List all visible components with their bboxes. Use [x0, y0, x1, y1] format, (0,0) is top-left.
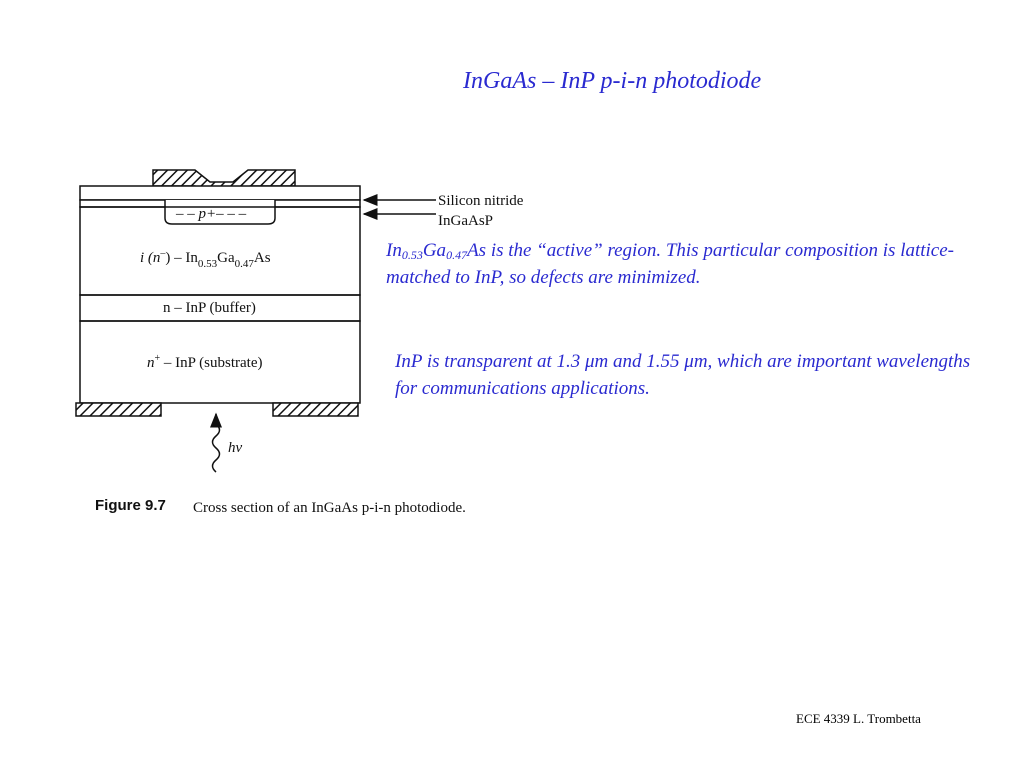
- ingaasp-label: InGaAsP: [438, 213, 493, 229]
- micron-unit-2: μm: [684, 351, 708, 372]
- figure-caption: Cross section of an InGaAs p-i-n photodiode.: [193, 500, 466, 516]
- ga-subscript: 0.47: [446, 248, 468, 262]
- silicon-nitride-label: Silicon nitride: [438, 193, 524, 209]
- bottom-contact-right: [273, 403, 358, 416]
- transparency-text-1: InP is transparent at 1.3: [395, 351, 586, 372]
- in-symbol: In: [386, 240, 402, 261]
- p-plus-label: – – p+– – –: [176, 206, 247, 222]
- substrate-layer-label: n+ – InP (substrate): [147, 353, 263, 371]
- figure-number: Figure 9.7: [95, 497, 166, 514]
- silicon-nitride-layer: [80, 186, 360, 200]
- transparency-text-3: , which are important wavelengths for communications applications.: [395, 351, 971, 399]
- in-subscript: 0.53: [401, 248, 423, 262]
- photon-energy-label: hν: [228, 440, 243, 456]
- ga-symbol: Ga: [422, 240, 447, 261]
- incoming-light-arrow: [213, 414, 220, 472]
- intrinsic-layer-label: i $(n^-) - In_{0.53}Ga_{0.47}As$: [140, 248, 271, 270]
- slide-title: InGaAs – InP p-i-n photodiode: [463, 68, 762, 94]
- bottom-contact-left: [76, 403, 161, 416]
- transparency-text-2: and 1.55: [608, 351, 685, 372]
- footer-course-author: ECE 4339 L. Trombetta: [796, 711, 921, 726]
- active-region-text: As is the “active” region. This particular composition is lattice-matched to InP, so defects are minimized.: [386, 240, 955, 288]
- buffer-layer-label: n – InP (buffer): [163, 300, 256, 316]
- micron-unit-1: μm: [585, 351, 609, 372]
